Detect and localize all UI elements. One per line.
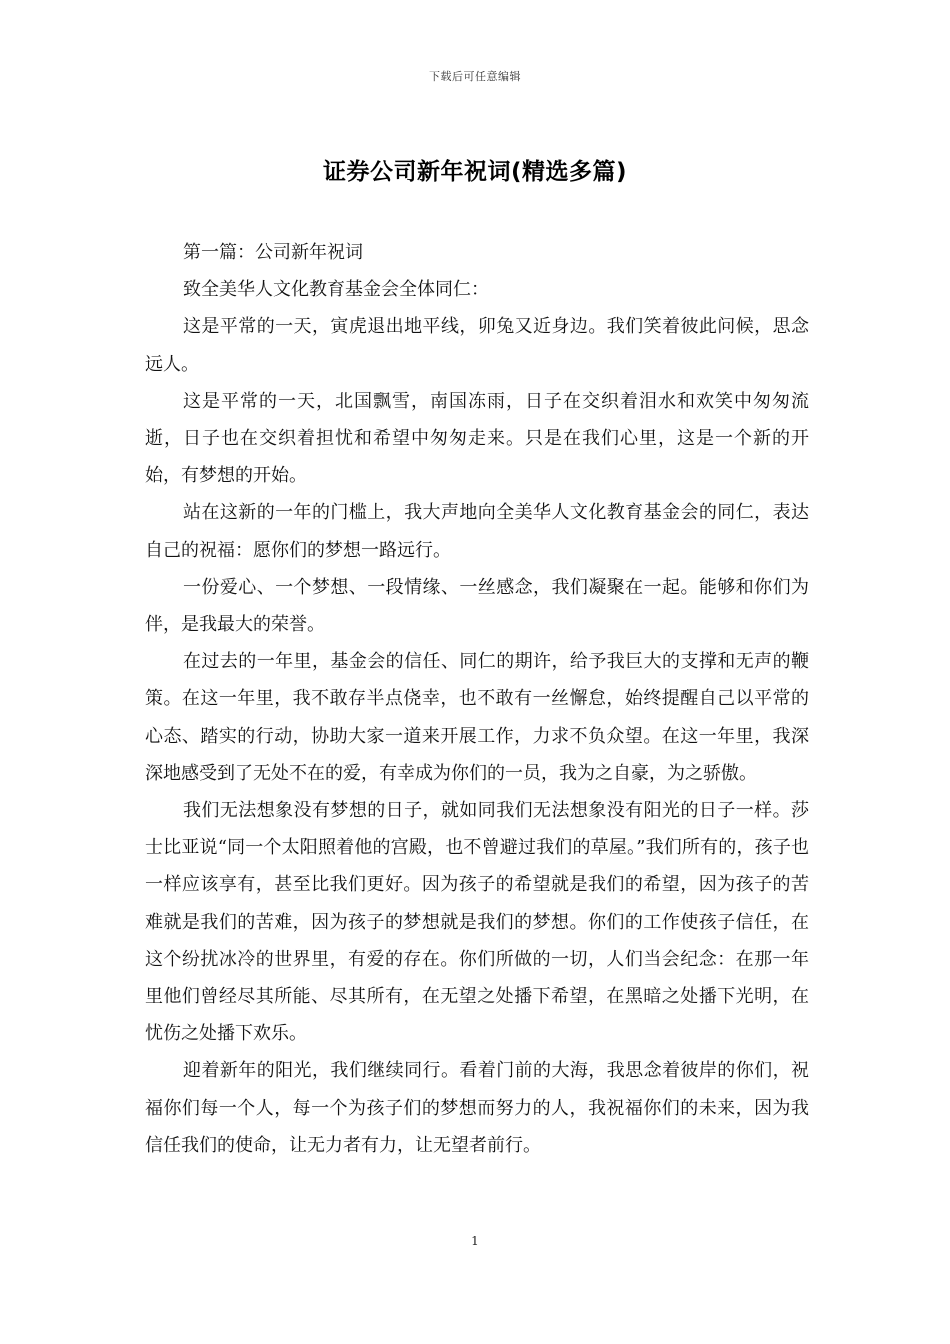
paragraph: 这是平常的一天，北国飘雪，南国冻雨，日子在交织着泪水和欢笑中匆匆流逝，日子也在交织着担忧和希望中匆匆走来。只是在我们心里，这是一个新的开始，有梦想的开始。 — [145, 390, 809, 487]
header-note: 下载后可任意编辑 — [429, 70, 521, 83]
paragraph: 这是平常的一天，寅虎退出地平线，卯兔又近身边。我们笑着彼此问候，思念远人。 — [145, 316, 809, 375]
paragraph: 一份爱心、一个梦想、一段情缘、一丝感念，我们凝聚在一起。能够和你们为伴，是我最大的荣誉。 — [145, 576, 809, 636]
paragraph: 迎着新年的阳光，我们继续同行。看着门前的大海，我思念着彼岸的你们，祝福你们每一个人，每一个为孩子们的梦想而努力的人，我祝福你们的未来，因为我信任我们的使命，让无力者有力，让无望者前行。 — [145, 1060, 809, 1156]
paragraph: 我们无法想象没有梦想的日子，就如同我们无法想象没有阳光的日子一样。莎士比亚说“同一个太阳照着他的宫殿，也不曾避过我们的草屋。”我们所有的，孩子也一样应该享有，甚至比我们更好。因为孩子的希望就是我们的希望，因为孩子的苦难就是我们的苦难，因为孩子的梦想就是我们的梦想。你们的工作使孩子信任，在这个纷扰冰冷的世界里，有爱的存在。你们所做的一切，人们当会纪念：在那一年里他们曾经尽其所能、尽其所有，在无望之处播下希望，在黑暗之处播下光明，在忧伤之处播下欢乐。 — [145, 800, 809, 1045]
paragraph: 站在这新的一年的门槛上，我大声地向全美华人文化教育基金会的同仁，表达自己的祝福：愿你们的梦想一路远行。 — [145, 502, 809, 561]
salutation: 致全美华人文化教育基金会全体同仁： — [183, 279, 489, 301]
section-heading: 第一篇：公司新年祝词 — [183, 242, 363, 263]
paragraph: 在过去的一年里，基金会的信任、同仁的期许，给予我巨大的支撑和无声的鞭策。在这一年里，我不敢存半点侥幸，也不敢有一丝懈怠，始终提醒自己以平常的心态、踏实的行动，协助大家一道来开展工作，力求不负众望。在这一年里，我深深地感受到了无处不在的爱，有幸成为你们的一员，我为之自豪，为之骄傲。 — [145, 651, 809, 784]
page-number: 1 — [471, 1234, 479, 1248]
document-title: 证券公司新年祝词(精选多篇) — [322, 159, 628, 185]
document-body — [145, 234, 809, 1164]
